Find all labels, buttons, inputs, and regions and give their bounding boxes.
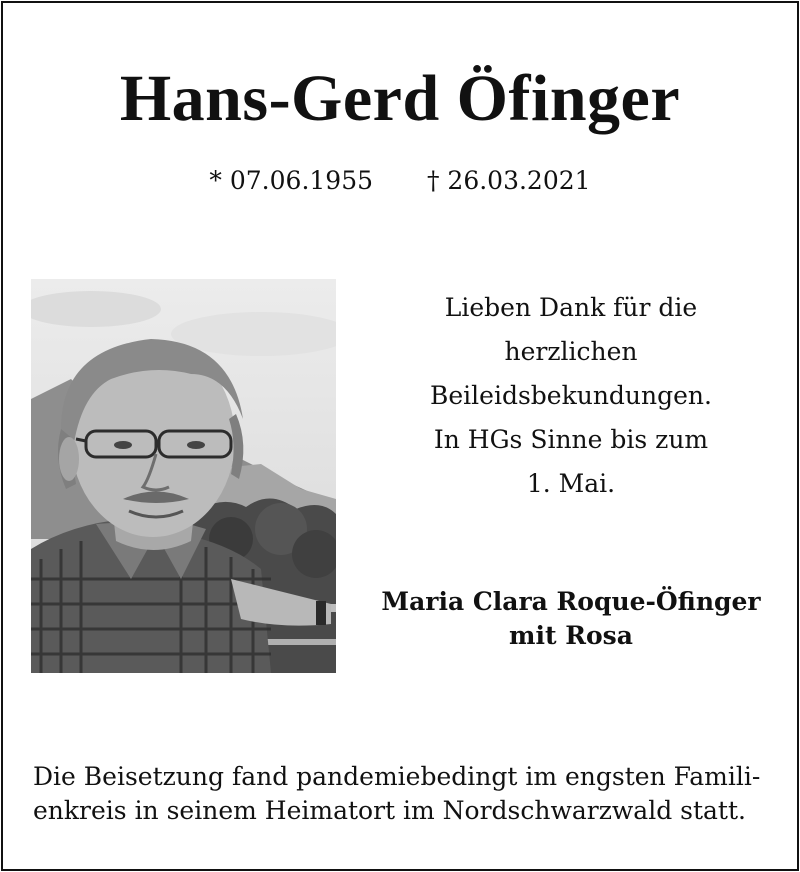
notice-line: enkreis in seinem Heimatort im Nordschwarzwald statt. bbox=[33, 796, 746, 825]
signer-name: Maria Clara Roque-Öfinger bbox=[381, 587, 761, 616]
birth-date: * 07.06.1955 bbox=[209, 166, 374, 195]
life-dates bbox=[3, 166, 797, 195]
signer-companion: mit Rosa bbox=[509, 621, 633, 650]
signers bbox=[353, 585, 789, 653]
notice-line: Die Beisetzung fand pandemiebedingt im engsten Famili- bbox=[33, 762, 761, 791]
obituary-notice bbox=[1, 1, 799, 871]
deceased-name: Hans-Gerd Öfinger bbox=[119, 62, 681, 135]
thanks-line: In HGs Sinne bis zum bbox=[433, 425, 709, 454]
thanks-line: Lieben Dank für die bbox=[444, 293, 698, 322]
thanks-line: Beileidsbekundungen. bbox=[430, 381, 712, 410]
portrait-photo bbox=[31, 279, 336, 673]
portrait-illustration bbox=[31, 279, 336, 673]
burial-notice bbox=[33, 760, 773, 828]
thanks-line: 1. Mai. bbox=[526, 469, 616, 498]
thanks-message bbox=[353, 286, 789, 506]
thanks-line: herzlichen bbox=[504, 337, 638, 366]
death-date: † 26.03.2021 bbox=[426, 166, 591, 195]
